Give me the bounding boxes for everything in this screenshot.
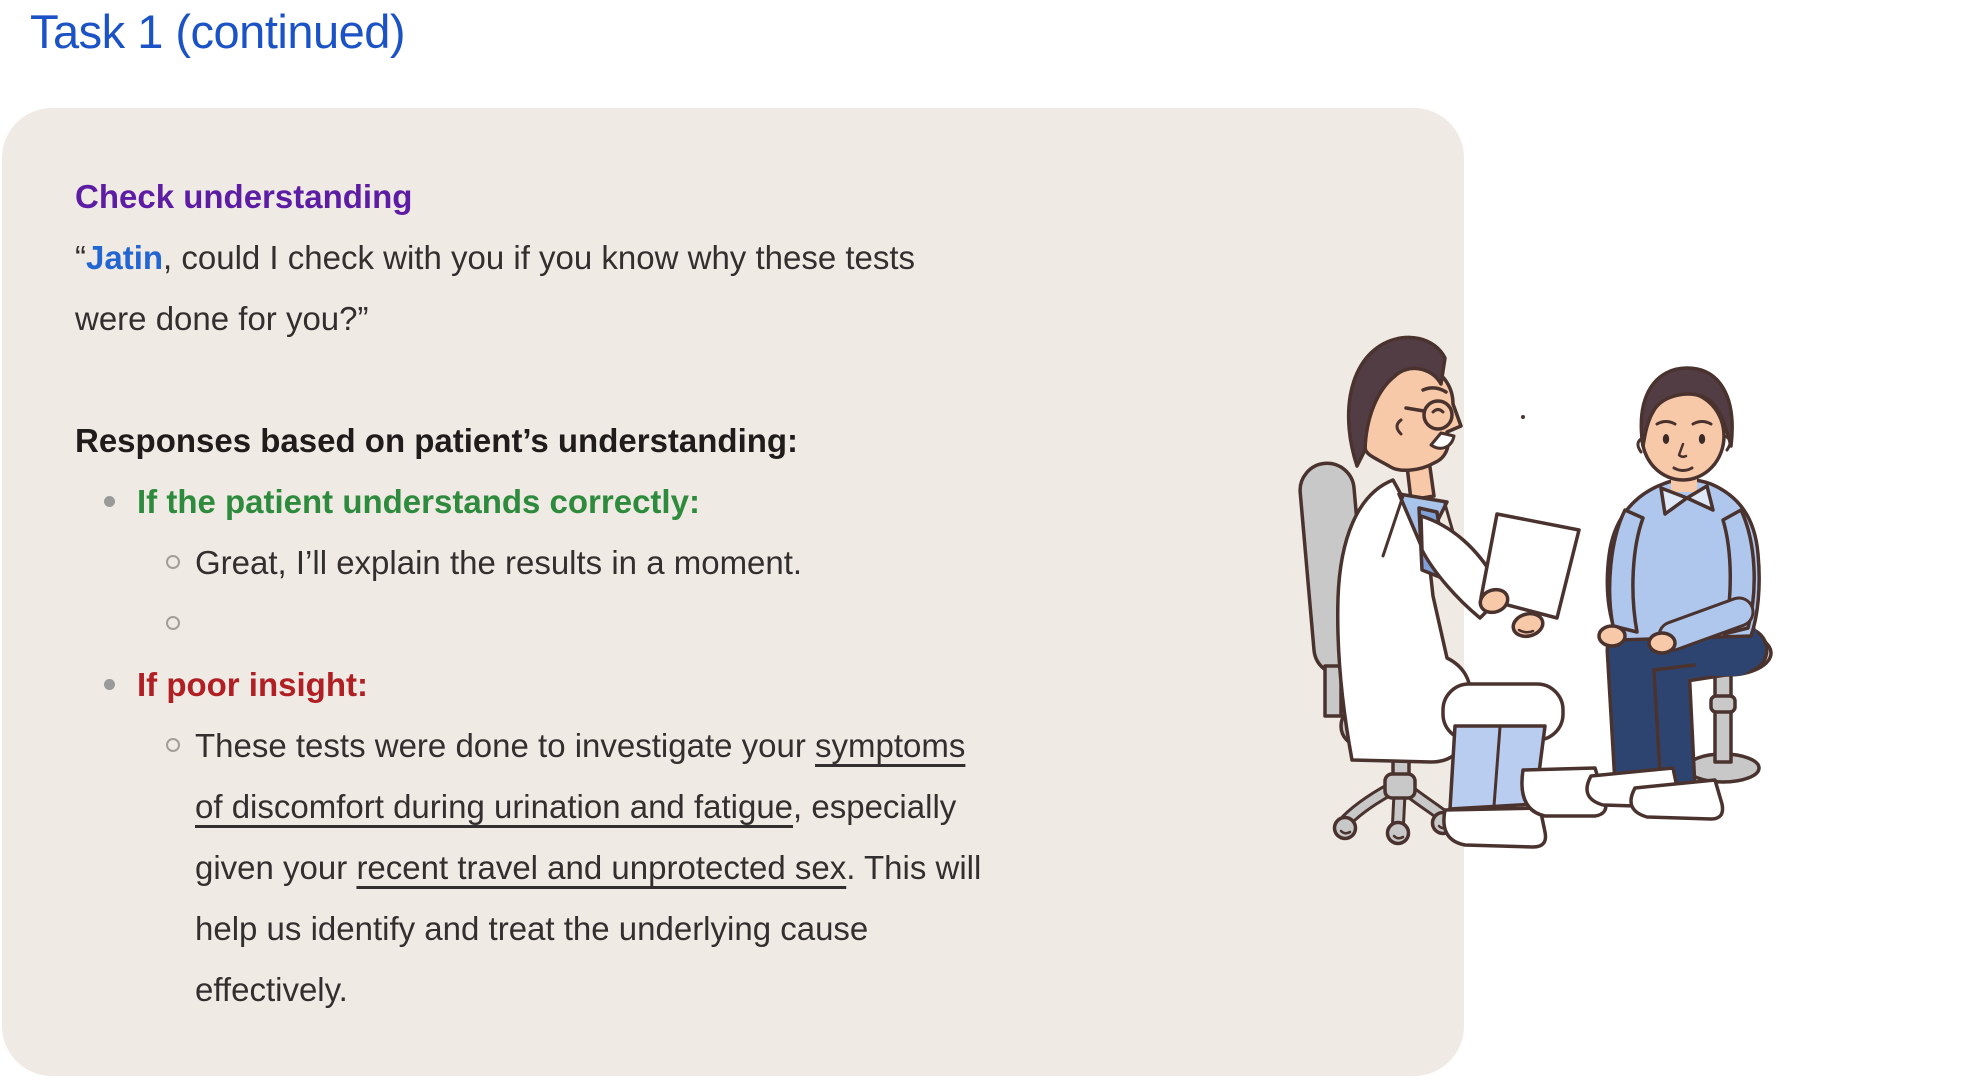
poor-insight-paragraph (195, 715, 990, 1020)
content-card (2, 108, 1464, 1076)
list-subitem-explanation (75, 715, 1275, 1020)
ink-speck (1521, 415, 1525, 419)
list-subitem-great (75, 532, 1275, 593)
list-subitem-empty (75, 593, 1275, 654)
page-title: Task 1 (continued) (30, 5, 406, 58)
bullet-circle-icon (166, 738, 180, 752)
bullet-label-green: If the patient understands correctly: (137, 483, 700, 520)
bullet-dot-icon (104, 496, 115, 507)
check-understanding-heading: Check understanding (75, 178, 413, 215)
quote-rest: , could I check with you if you know why these tests were done for you?” (75, 239, 916, 337)
bullet-circle-icon (166, 555, 180, 569)
bullet-dot-icon (104, 679, 115, 690)
patient-name: Jatin (86, 239, 164, 276)
paragraph-part3: . This will help us identify and treat the underlying cause effectively. (195, 849, 982, 1008)
paragraph-underline2: recent travel and unprotected sex (356, 849, 847, 886)
blank-line (75, 349, 1275, 410)
subitem-text: Great, I’ll explain the results in a moment. (195, 544, 803, 581)
bullet-label-red: If poor insight: (137, 666, 368, 703)
patient-figure (1587, 368, 1759, 819)
card-content (75, 166, 1275, 1020)
paragraph-part2: , especially given your (195, 788, 957, 886)
doctor-figure (1338, 337, 1606, 847)
bullet-circle-icon (166, 616, 180, 630)
doctor-quote (75, 227, 955, 349)
responses-heading: Responses based on patient’s understanding: (75, 422, 799, 459)
paragraph-part1: These tests were done to investigate your (195, 727, 816, 764)
paragraph-underline1: symptoms of discomfort during urination and fatigue (195, 727, 966, 825)
doctor-patient-illustration (1295, 298, 1800, 868)
list-item-poor-insight (75, 654, 1275, 715)
list-item-understands-correctly (75, 471, 1275, 532)
quote-open-mark: “ (75, 239, 86, 276)
